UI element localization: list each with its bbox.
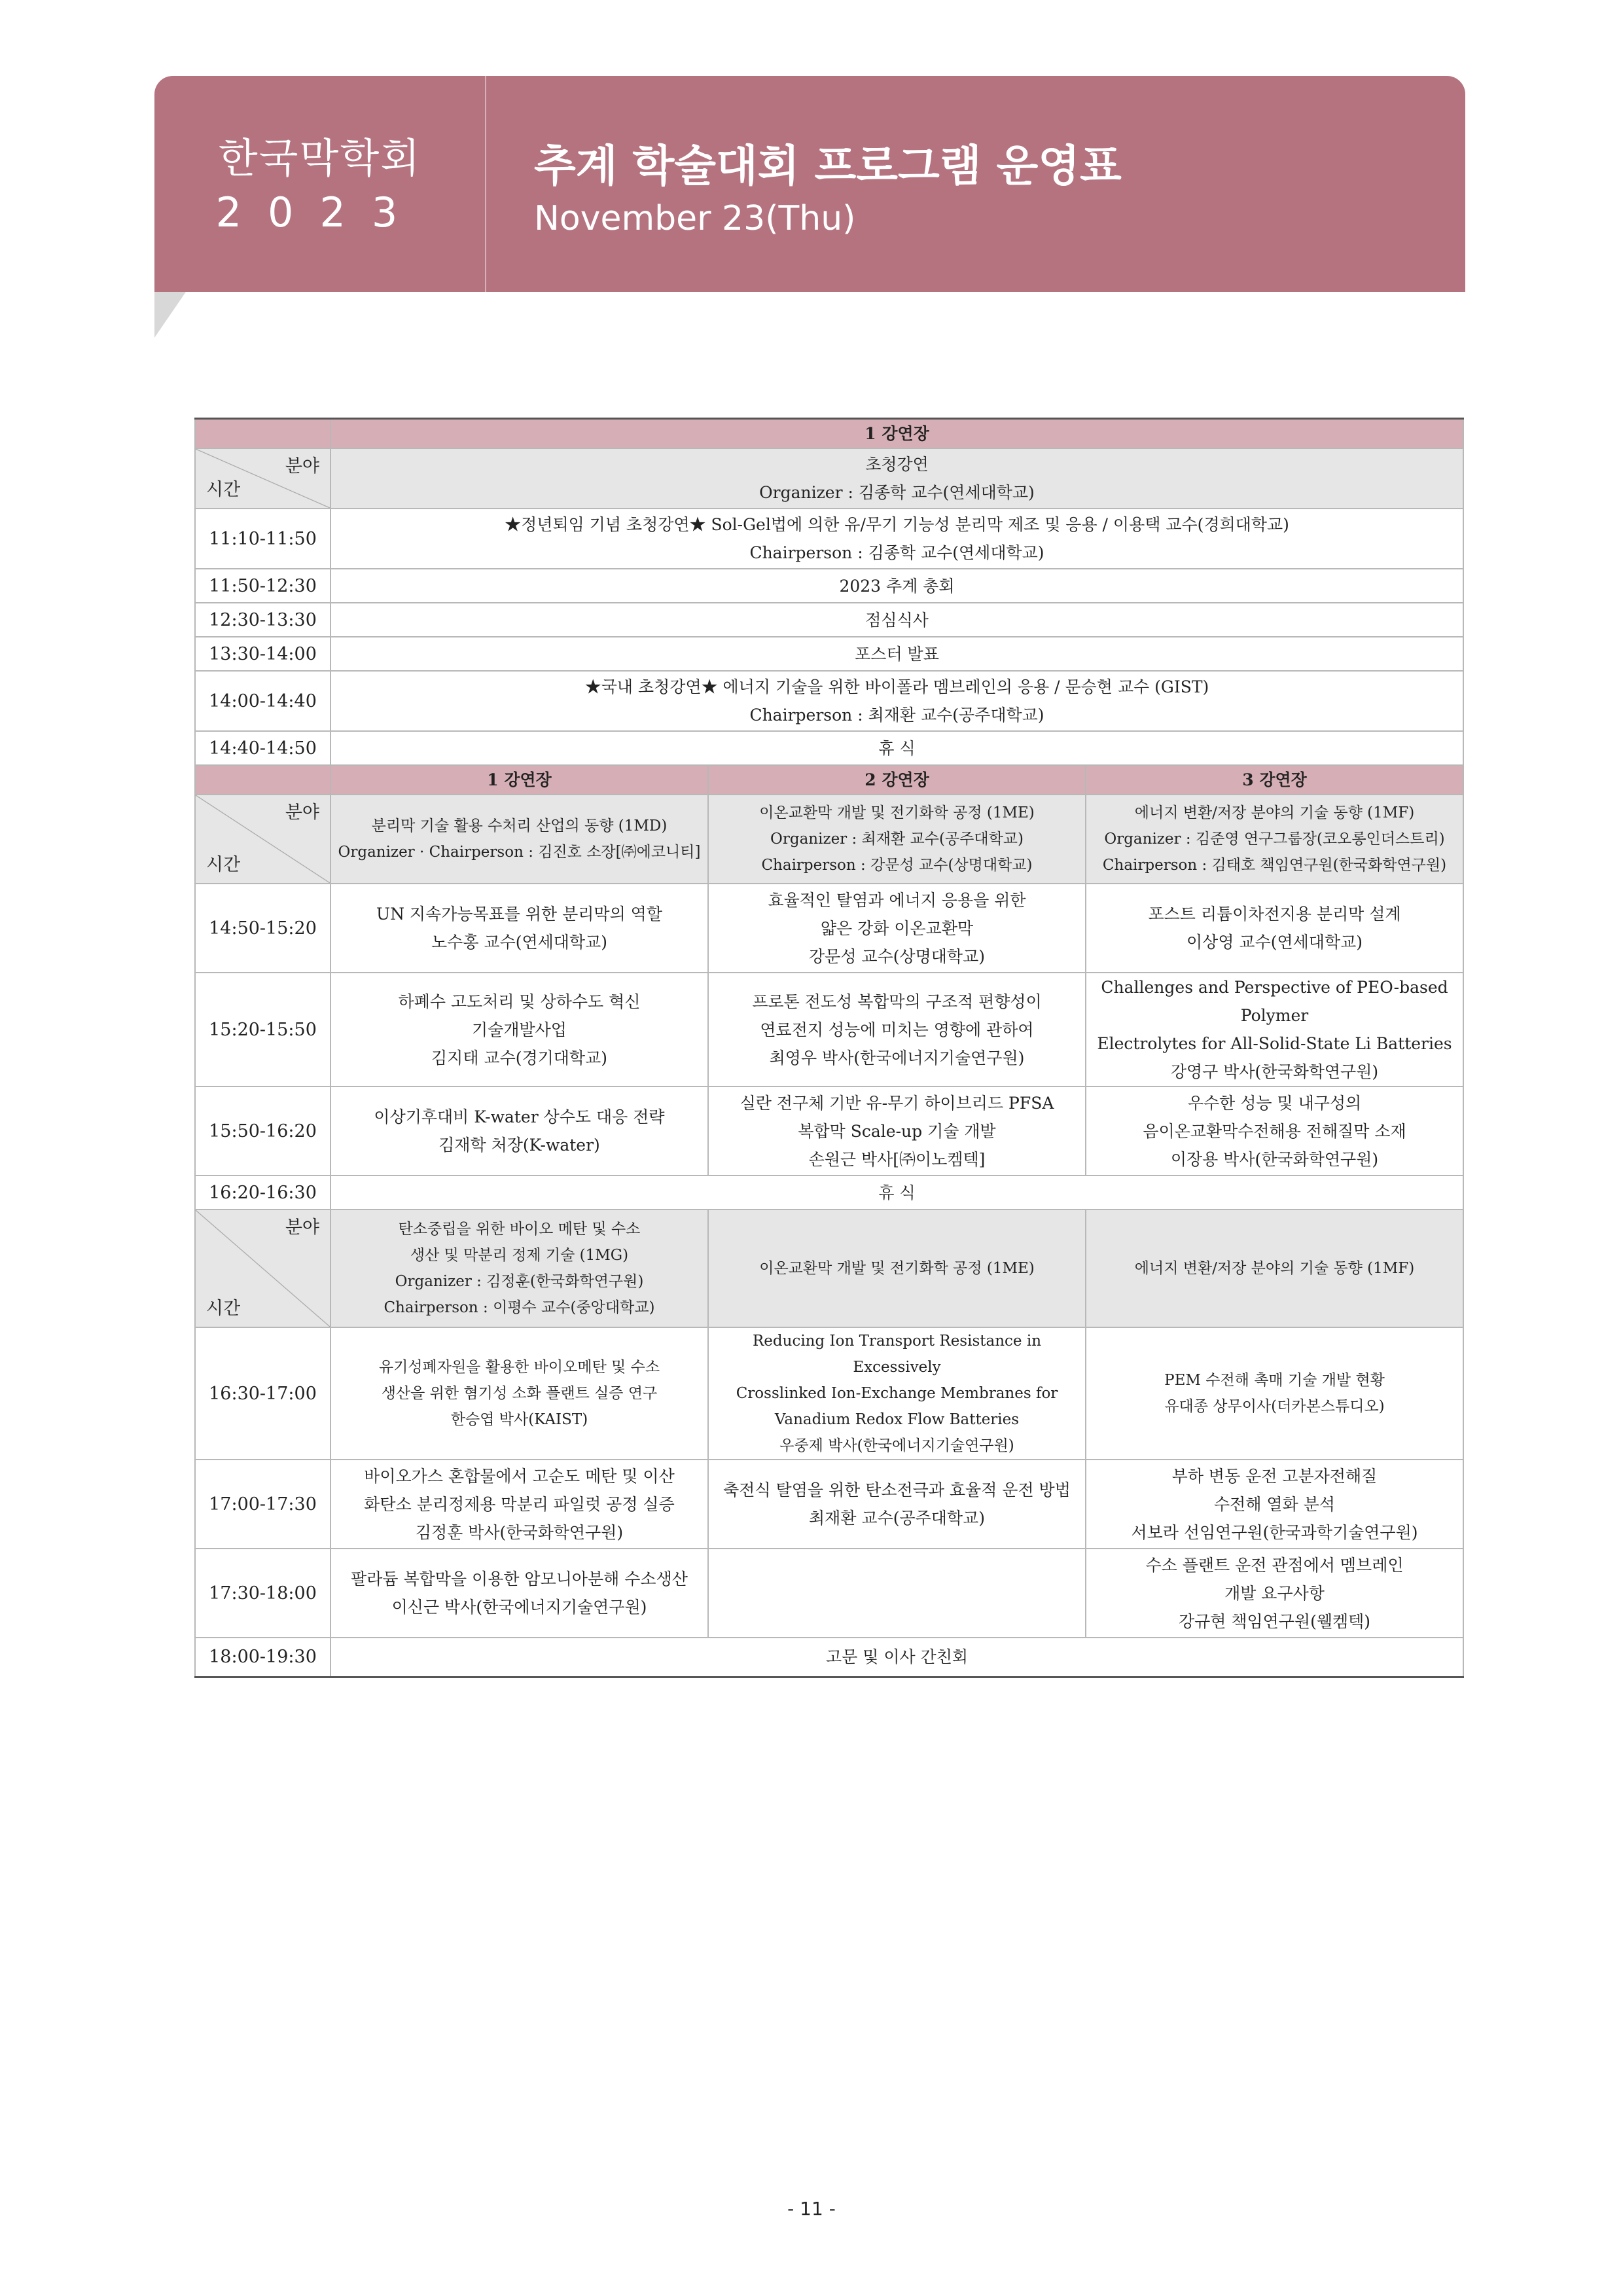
- time-cell: 14:40-14:50: [195, 731, 330, 765]
- table-row: [195, 1327, 1463, 1460]
- session-cell: [1086, 1549, 1463, 1638]
- session-cell: [330, 973, 708, 1086]
- time-cell: 14:50-15:20: [195, 884, 330, 973]
- time-cell: 11:50-12:30: [195, 569, 330, 603]
- field-line: 탄소중립을 위한 바이오 메탄 및 수소: [398, 1221, 641, 1238]
- field-line: Organizer · Chairperson : 김진호 소장[㈜에코니티]: [338, 844, 701, 861]
- time-cell: 13:30-14:00: [195, 637, 330, 671]
- hall-corner: [195, 419, 330, 449]
- hall-corner: [195, 765, 330, 795]
- program-line: 2023 추계 총회: [839, 576, 955, 596]
- field-line: Organizer : 최재환 교수(공주대학교): [770, 831, 1024, 848]
- field-time-corner: [195, 795, 330, 884]
- program-cell: [330, 671, 1463, 731]
- session-line: 강규현 책임연구원(웰켐텍): [1178, 1611, 1371, 1631]
- session-line: Reducing Ion Transport Resistance in Excessively: [752, 1333, 1042, 1376]
- session-cell: [1086, 1086, 1463, 1175]
- session-line: 김지태 교수(경기대학교): [431, 1048, 607, 1067]
- session-line: 부하 변동 운전 고분자전해질: [1171, 1466, 1378, 1486]
- session-line: 한승엽 박사(KAIST): [450, 1411, 588, 1428]
- field-time-corner: [195, 448, 330, 509]
- session-line: 효율적인 탈염과 에너지 응용을 위한: [768, 890, 1026, 910]
- program-cell: [330, 637, 1463, 671]
- session-line: 강영구 박사(한국화학연구원): [1170, 1062, 1379, 1081]
- page-number: - 11 -: [787, 2198, 836, 2219]
- session-line: Crosslinked Ion-Exchange Membranes for: [736, 1385, 1058, 1402]
- session-line: Vanadium Redox Flow Batteries: [774, 1411, 1020, 1428]
- time-cell: 17:00-17:30: [195, 1460, 330, 1549]
- session-line: 최영우 박사(한국에너지기술연구원): [769, 1048, 1025, 1067]
- session-line: 김정훈 박사(한국화학연구원): [415, 1522, 624, 1542]
- session-cell: [330, 1086, 708, 1175]
- field-line: 이온교환막 개발 및 전기화학 공정 (1ME): [759, 1260, 1035, 1277]
- field-label: 분야: [285, 802, 319, 823]
- field-line: Organizer : 김정훈(한국화학연구원): [395, 1273, 644, 1290]
- session-line: 이장용 박사(한국화학연구원): [1170, 1149, 1379, 1169]
- table-row: [195, 448, 1463, 509]
- session-line: 수전해 열화 분석: [1214, 1494, 1335, 1514]
- hall-header: 1 강연장: [330, 765, 708, 795]
- field-line: 이온교환막 개발 및 전기화학 공정 (1ME): [759, 804, 1035, 821]
- session-line: 유기성폐자원을 활용한 바이오메탄 및 수소: [378, 1359, 660, 1376]
- table-row: [195, 795, 1463, 884]
- session-line: 하폐수 고도처리 및 상하수도 혁신: [398, 992, 641, 1011]
- table-row: [195, 765, 1463, 795]
- session-line: 이상영 교수(연세대학교): [1186, 933, 1363, 952]
- session-line: 프로톤 전도성 복합막의 구조적 편향성이: [752, 992, 1042, 1011]
- field-cell: [1086, 1210, 1463, 1327]
- session-line: 개발 요구사항: [1224, 1583, 1325, 1603]
- table-row: [195, 603, 1463, 637]
- table-row: [195, 973, 1463, 1086]
- field-line: Chairperson : 강문성 교수(상명대학교): [761, 857, 1033, 874]
- time-cell: 14:00-14:40: [195, 671, 330, 731]
- field-label: 분야: [285, 1217, 319, 1238]
- field-line: 생산 및 막분리 정제 기술 (1MG): [410, 1247, 629, 1264]
- field-cell: [708, 795, 1086, 884]
- program-cell: [330, 731, 1463, 765]
- time-label: 시간: [206, 1299, 241, 1319]
- session-cell: [330, 1327, 708, 1460]
- session-line: 수소 플랜트 운전 관점에서 멤브레인: [1145, 1555, 1404, 1575]
- time-label: 시간: [206, 855, 241, 875]
- program-table: [194, 418, 1464, 1678]
- break-cell: 휴 식: [330, 1175, 1463, 1210]
- session-line: 화탄소 분리정제용 막분리 파일럿 공정 실증: [364, 1494, 675, 1514]
- session-cell: [708, 1086, 1086, 1175]
- session-line: 음이온교환막수전해용 전해질막 소재: [1143, 1121, 1406, 1141]
- session-cell: [330, 884, 708, 973]
- page-title: 추계 학술대회 프로그램 운영표: [534, 141, 1122, 191]
- session-line: 서보라 선임연구원(한국과학기술연구원): [1131, 1522, 1418, 1542]
- field-line: Organizer : 김준영 연구그룹장(코오롱인더스트리): [1104, 831, 1445, 848]
- session-line: 축전식 탈염을 위한 탄소전극과 효율적 운전 방법: [723, 1480, 1071, 1499]
- program-line: 점심식사: [865, 610, 929, 630]
- time-cell: 15:20-15:50: [195, 973, 330, 1086]
- session-line: 노수홍 교수(연세대학교): [431, 933, 607, 952]
- table-row: [195, 884, 1463, 973]
- session-cell: [1086, 973, 1463, 1086]
- session-line: PEM 수전해 촉매 기술 개발 현황: [1164, 1372, 1385, 1389]
- field-line: Chairperson : 이평수 교수(중앙대학교): [383, 1299, 655, 1316]
- session-line: 우중제 박사(한국에너지기술연구원): [779, 1437, 1014, 1454]
- session-line: 복합막 Scale-up 기술 개발: [798, 1121, 996, 1141]
- session-line: 얇은 강화 이온교환막: [820, 918, 974, 938]
- table-row: [195, 509, 1463, 569]
- table-row: [195, 1086, 1463, 1175]
- session-line: 연료전지 성능에 미치는 영향에 관하여: [760, 1020, 1034, 1039]
- program-line: ★정년퇴임 기념 초청강연★ Sol-Gel법에 의한 유/무기 기능성 분리막 제조 및 응용 / 이용택 교수(경희대학교): [505, 515, 1289, 534]
- hall-header: 1 강연장: [330, 419, 1463, 449]
- program-line: 휴 식: [878, 738, 916, 758]
- field-line: 에너지 변환/저장 분야의 기술 동향 (1MF): [1134, 1260, 1415, 1277]
- session-line: 바이오가스 혼합물에서 고순도 메탄 및 이산: [364, 1466, 675, 1486]
- table-row: [195, 1210, 1463, 1327]
- time-label: 시간: [206, 480, 241, 500]
- time-cell: 11:10-11:50: [195, 509, 330, 569]
- table-row: [195, 637, 1463, 671]
- header-fold: [154, 292, 186, 338]
- hall-header: 3 강연장: [1086, 765, 1463, 795]
- session-line: 강문성 교수(상명대학교): [809, 946, 985, 966]
- hall-header: 2 강연장: [708, 765, 1086, 795]
- table-row: [195, 419, 1463, 449]
- field-label: 분야: [285, 456, 319, 476]
- time-cell: 18:00-19:30: [195, 1638, 330, 1677]
- time-cell: 12:30-13:30: [195, 603, 330, 637]
- field-line: 분리막 기술 활용 수처리 산업의 동향 (1MD): [371, 817, 668, 834]
- program-cell: [330, 603, 1463, 637]
- program-line: ★국내 초청강연★ 에너지 기술을 위한 바이폴라 멤브레인의 응용 / 문승현 교수 (GIST): [584, 677, 1209, 696]
- session-line: 우수한 성능 및 내구성의: [1187, 1093, 1362, 1113]
- session-cell: [1086, 884, 1463, 973]
- header-divider: [485, 76, 486, 292]
- table-row: [195, 1460, 1463, 1549]
- program-line: Chairperson : 김종학 교수(연세대학교): [749, 543, 1044, 562]
- program-line: Chairperson : 최재환 교수(공주대학교): [749, 706, 1044, 725]
- field-cell: [1086, 795, 1463, 884]
- field-line: Organizer : 김종학 교수(연세대학교): [759, 483, 1035, 502]
- session-line: 유대종 상무이사(더카본스튜디오): [1164, 1398, 1385, 1415]
- session-line: 김재학 처장(K-water): [438, 1136, 600, 1155]
- header-banner: [154, 76, 1465, 292]
- time-cell: 15:50-16:20: [195, 1086, 330, 1175]
- field-line: 초청강연: [865, 455, 929, 474]
- table-row: [195, 1549, 1463, 1638]
- time-cell: 16:30-17:00: [195, 1327, 330, 1460]
- session-line: 최재환 교수(공주대학교): [809, 1509, 985, 1528]
- session-line: 포스트 리튬이차전지용 분리막 설계: [1148, 905, 1401, 924]
- program-cell: [330, 509, 1463, 569]
- event-date: November 23(Thu): [534, 199, 856, 238]
- program-line: 포스터 발표: [855, 644, 939, 664]
- field-cell: [330, 448, 1463, 509]
- session-line: Challenges and Perspective of PEO-based Polymer: [1101, 978, 1448, 1025]
- session-cell: [708, 884, 1086, 973]
- session-cell: [708, 1327, 1086, 1460]
- session-cell: [708, 973, 1086, 1086]
- field-time-corner: [195, 1210, 330, 1327]
- table-row: [195, 569, 1463, 603]
- field-cell: [708, 1210, 1086, 1327]
- field-line: Chairperson : 김태호 책임연구원(한국화학연구원): [1102, 857, 1447, 874]
- table-row: [195, 671, 1463, 731]
- session-line: UN 지속가능목표를 위한 분리막의 역할: [376, 905, 662, 924]
- table-row: [195, 1638, 1463, 1677]
- session-cell: [708, 1549, 1086, 1638]
- session-cell: [1086, 1327, 1463, 1460]
- field-cell: [330, 1210, 708, 1327]
- session-line: 이신근 박사(한국에너지기술연구원): [391, 1598, 647, 1617]
- year: 2023: [215, 188, 424, 236]
- session-cell: [330, 1549, 708, 1638]
- field-line: 에너지 변환/저장 분야의 기술 동향 (1MF): [1134, 804, 1415, 821]
- time-cell: 17:30-18:00: [195, 1549, 330, 1638]
- session-line: 이상기후대비 K-water 상수도 대응 전략: [374, 1107, 665, 1126]
- table-row: [195, 1175, 1463, 1210]
- session-cell: [708, 1460, 1086, 1549]
- session-line: 팔라듐 복합막을 이용한 암모니아분해 수소생산: [351, 1570, 688, 1588]
- time-cell: 16:20-16:30: [195, 1175, 330, 1210]
- table-row: [195, 731, 1463, 765]
- session-line: 실란 전구체 기반 유-무기 하이브리드 PFSA: [740, 1093, 1054, 1113]
- session-line: Electrolytes for All-Solid-State Li Batteries: [1097, 1034, 1452, 1053]
- session-cell: [330, 1460, 708, 1549]
- session-cell: [1086, 1460, 1463, 1549]
- program-cell: [330, 569, 1463, 603]
- field-cell: [330, 795, 708, 884]
- session-line: 기술개발사업: [472, 1020, 567, 1039]
- session-line: 생산을 위한 혐기성 소화 플랜트 실증 연구: [381, 1385, 658, 1402]
- session-line: 손원근 박사[㈜이노켐텍]: [808, 1149, 986, 1169]
- closing-cell: 고문 및 이사 간친회: [330, 1638, 1463, 1677]
- society-name: 한국막학회: [218, 134, 421, 182]
